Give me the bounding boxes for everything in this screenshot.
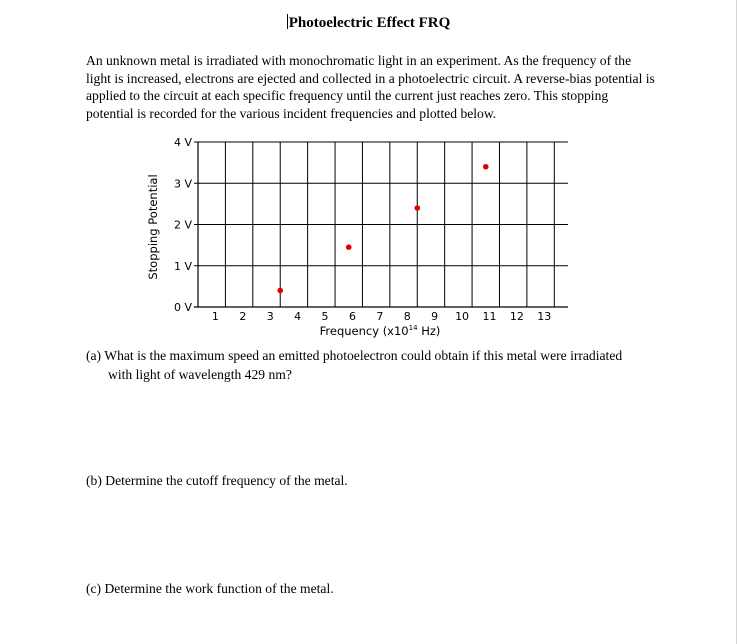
x-tick-label: 10 [455,310,470,323]
data-point [277,288,283,294]
chart-grid [194,142,568,307]
x-tick-label: 2 [239,310,247,323]
data-point [483,164,489,170]
x-tick-label: 1 [211,310,219,323]
x-tick-label: 8 [403,310,411,323]
x-tick-label: 13 [537,310,552,323]
x-axis-label-suffix: Hz) [417,324,441,338]
data-point [414,205,420,211]
y-tick-label: 2 V [173,218,192,232]
y-tick-label: 1 V [173,259,192,273]
x-tick-label: 5 [321,310,329,323]
question-a: (a) What is the maximum speed an emitted photoelectron could obtain if this metal were irradiated with light of wavelength 429 nm? [86,348,623,382]
question-c: (c) Determine the work function of the metal. [86,581,334,596]
data-point [346,244,352,250]
x-tick-label: 7 [376,310,384,323]
x-tick-label: 12 [509,310,524,323]
y-tick-label: 0 V [173,301,192,314]
y-axis-label: Stopping Potential [146,174,160,280]
x-tick-label: 9 [431,310,439,323]
x-tick-label: 11 [482,310,497,323]
x-axis-label-exponent: 14 [408,324,418,332]
question-b: (b) Determine the cutoff frequency of the metal. [86,473,348,488]
title-text: Photoelectric Effect FRQ [288,15,451,31]
intro-paragraph [86,52,656,122]
y-tick-label: 4 V [173,136,192,149]
text-cursor [287,14,288,29]
stopping-potential-chart [140,132,580,342]
page-title [0,14,737,32]
x-axis-label [320,324,441,338]
y-tick-label: 3 V [173,177,192,191]
x-tick-label: 3 [266,310,274,323]
intro-text: An unknown metal is irradiated with monochromatic light in an experiment. As the frequency of the light is increased, electrons are ejected and collected in a photoelectric circuit. A reverse-bias potential is applied to the circuit at each specific frequency until the current just reaches zero. This stopping potential is recorded for the various incident frequencies and plotted below. [86,53,655,121]
x-tick-label: 6 [348,310,356,323]
x-tick-label: 4 [294,310,302,323]
x-axis-label-main: Frequency (x10 [319,324,409,338]
